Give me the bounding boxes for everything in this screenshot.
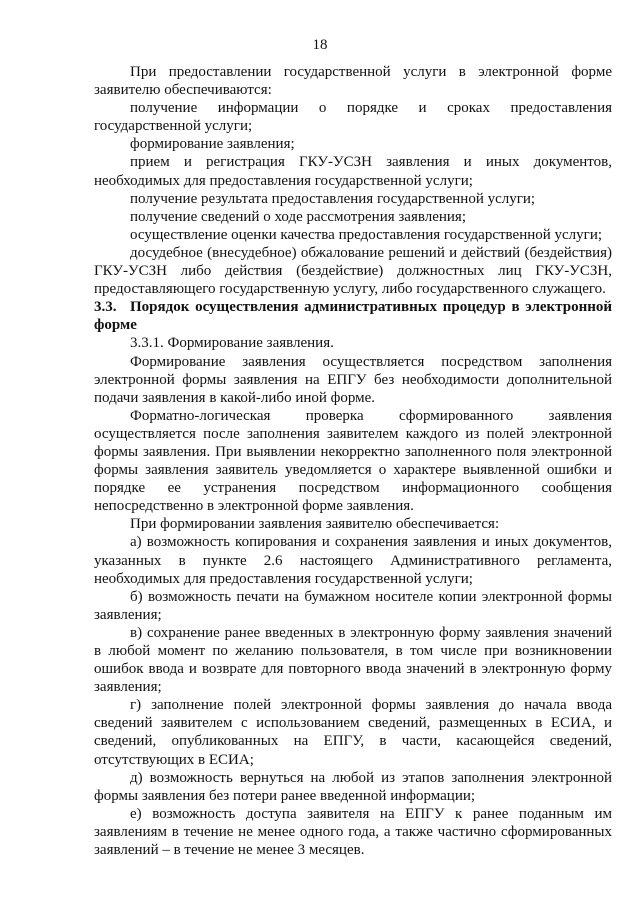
- section-title: Порядок осуществления административных процедур в электронной форме: [94, 299, 612, 334]
- paragraph-result: получение результата предоставления государственной услуги;: [130, 190, 536, 207]
- subsection-title: 3.3.1. Формирование заявления.: [130, 335, 334, 352]
- paragraph-reception: прием и регистрация ГКУ-УСЗН заявления и иных документов, необходимых для предоставления государственной услуги;: [94, 154, 612, 189]
- section-number: 3.3.: [94, 299, 117, 316]
- paragraph-forming: формирование заявления;: [130, 136, 295, 153]
- list-item-e: е) возможность доступа заявителя на ЕПГУ к ранее поданным им заявлениям в течение не менее одного года, а также частично сформированных заявлений – в течение не менее 3 месяцев.: [94, 805, 612, 859]
- section-heading: [94, 298, 612, 334]
- paragraph-intro: При предоставлении государственной услуги в электронной форме заявителю обеспечиваются:: [94, 64, 612, 99]
- paragraph-progress: получение сведений о ходе рассмотрения заявления;: [130, 208, 466, 225]
- paragraph-appeal: досудебное (внесудебное) обжалование решений и действий (бездействия) ГКУ-УСЗН либо действия (бездействие) должностных лиц ГКУ-УСЗН, предоставляющего государственную услугу, либо государственного служащего.: [94, 244, 612, 298]
- paragraph-form-filling: Формирование заявления осуществляется посредством заполнения электронной формы заявления на ЕПГУ без необходимости дополнительной подачи заявления в какой-либо иной форме.: [94, 353, 612, 406]
- paragraph-quality: осуществление оценки качества предоставления государственной услуги;: [130, 226, 603, 243]
- paragraph-provisions-intro: При формировании заявления заявителю обеспечивается:: [130, 516, 500, 533]
- paragraph-information: получение информации о порядке и сроках предоставления государственной услуги;: [94, 100, 612, 135]
- list-item-a: а) возможность копирования и сохранения заявления и иных документов, указанных в пункте 2.6 настоящего Административного регламента, необходимых для предоставления государственной услуги;: [94, 534, 612, 587]
- list-item-g: г) заполнение полей электронной формы заявления до начала ввода сведений заявителем с использованием сведений, размещенных в ЕСИА, и сведений, опубликованных на ЕПГУ, в части, касающейся сведений, отсутствующих в ЕСИА;: [94, 697, 612, 768]
- page-number: 18: [312, 37, 328, 53]
- paragraph-validation: Форматно-логическая проверка сформированного заявления осуществляется после заполнения заявителем каждого из полей электронной формы заявления. При выявлении некорректно заполненного поля электронной формы заявления заявитель уведомляется о характере выявленной ошибки и порядке ее устранения посредством информационного сообщения непосредственно в электронной форме заявления.: [94, 407, 612, 515]
- list-item-d: д) возможность вернуться на любой из этапов заполнения электронной формы заявления без потери ранее введенной информации;: [94, 769, 612, 804]
- list-item-b: б) возможность печати на бумажном носителе копии электронной формы заявления;: [94, 588, 612, 623]
- list-item-v: в) сохранение ранее введенных в электронную форму заявления значений в любой момент по желанию пользователя, в том числе при возникновении ошибок ввода и возврате для повторного ввода значений в электронную форму заявления;: [94, 624, 612, 696]
- document-body: [94, 63, 612, 859]
